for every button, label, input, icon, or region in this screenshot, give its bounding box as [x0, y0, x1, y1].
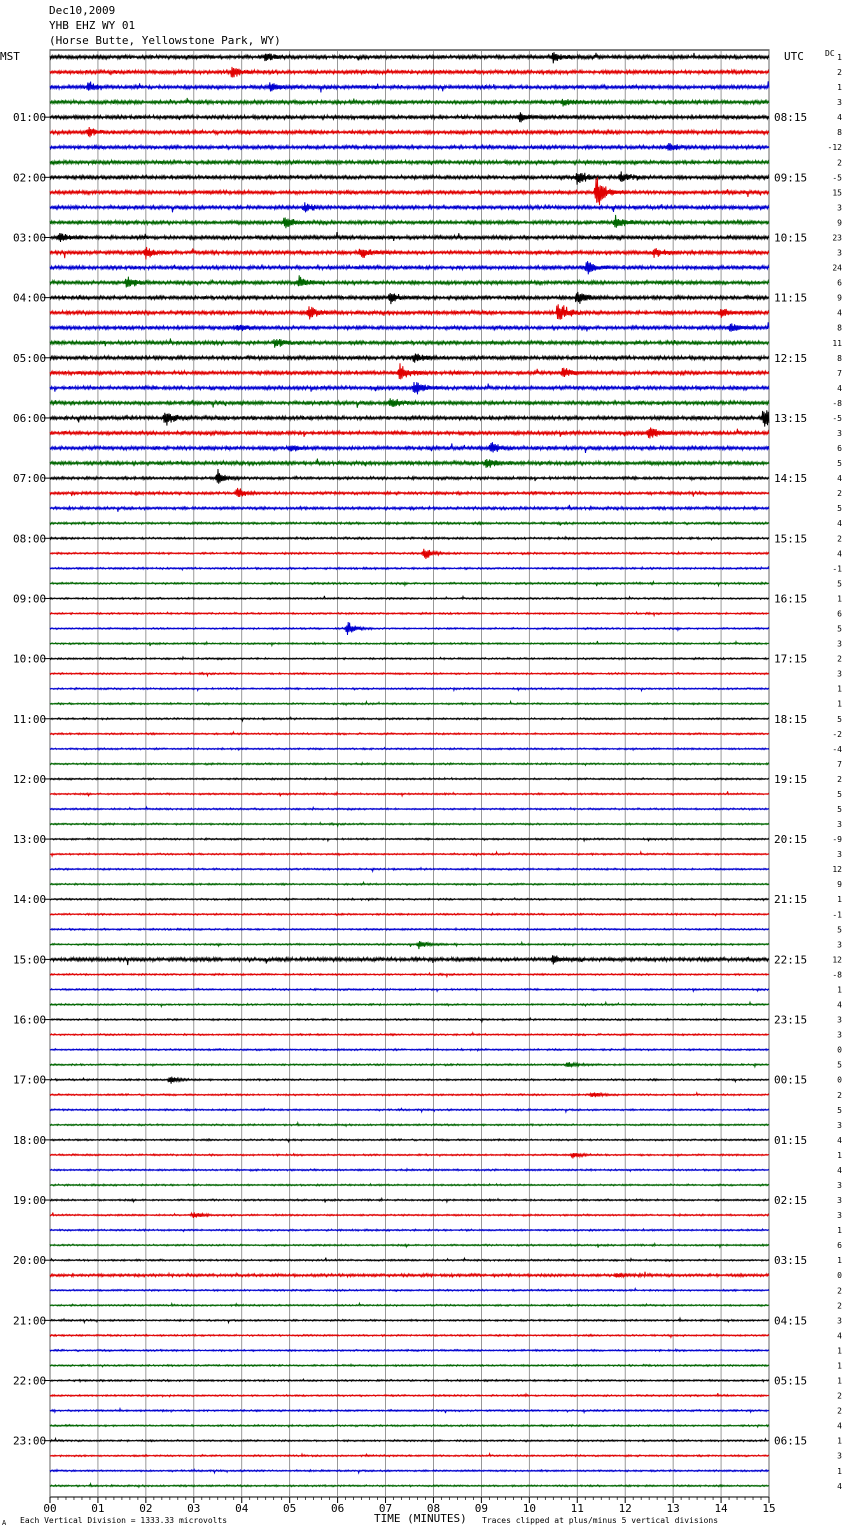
dc-offset-label: 2 — [837, 1301, 842, 1311]
trace-line — [50, 1393, 769, 1397]
dc-offset-label: 5 — [837, 459, 842, 469]
dc-offset-label: 1 — [837, 83, 842, 93]
dc-offset-label: 3 — [837, 940, 842, 950]
utc-hour-label: 13:15 — [774, 411, 808, 425]
x-tick-label: 11 — [570, 1502, 584, 1515]
trace-line — [50, 177, 769, 205]
dc-offset-label: -8 — [832, 970, 842, 980]
trace-line — [50, 1199, 769, 1203]
station-code: YHB EHZ WY 01 — [49, 19, 136, 32]
utc-hour-label: 06:15 — [774, 1434, 808, 1448]
trace-line — [50, 898, 769, 900]
trace-line — [50, 791, 769, 796]
dc-offset-label: 2 — [837, 68, 842, 78]
mst-hour-label: 02:00 — [13, 171, 47, 185]
x-tick-label: 03 — [187, 1502, 201, 1515]
dc-offset-label: 4 — [837, 1135, 842, 1145]
dc-offset-label: -8 — [832, 398, 842, 408]
utc-hour-label: 23:15 — [774, 1013, 808, 1027]
trace-line — [50, 913, 769, 915]
trace-line — [50, 1139, 769, 1142]
dc-offset-label: 12 — [832, 865, 842, 875]
mst-hour-label: 20:00 — [13, 1254, 47, 1268]
mst-hour-label: 11:00 — [13, 712, 47, 726]
utc-hour-label: 12:15 — [774, 351, 808, 365]
dc-offset-label: 3 — [837, 1316, 842, 1326]
mst-hour-label: 19:00 — [13, 1194, 47, 1208]
utc-hour-label: 05:15 — [774, 1374, 808, 1388]
utc-hour-label: 03:15 — [774, 1254, 808, 1268]
dc-offset-label: 3 — [837, 639, 842, 649]
trace-line — [50, 973, 769, 976]
dc-offset-label: 1 — [837, 53, 842, 62]
x-tick-label: 15 — [762, 1502, 776, 1515]
dc-offset-label: 1 — [837, 699, 842, 709]
clip-note: Traces clipped at plus/minus 5 vertical divisions — [482, 1516, 719, 1525]
utc-axis-title: UTC — [784, 50, 804, 63]
trace-line — [50, 410, 769, 426]
trace-line — [50, 763, 769, 765]
trace-line — [50, 1048, 769, 1050]
mst-hour-label: 22:00 — [13, 1374, 47, 1388]
mst-hour-label: 08:00 — [13, 532, 47, 546]
trace-line — [50, 1303, 769, 1306]
trace-line — [50, 567, 769, 570]
trace-line — [50, 1364, 769, 1366]
dc-offset-label: 4 — [837, 1481, 842, 1491]
seismic-traces — [50, 52, 769, 1487]
dc-offset-label: 8 — [837, 353, 842, 363]
trace-line — [50, 612, 769, 615]
trace-line — [50, 398, 769, 407]
trace-line — [50, 1484, 769, 1487]
dc-offset-label: 4 — [837, 383, 842, 393]
dc-offset-label: 11 — [832, 338, 842, 348]
x-tick-label: 06 — [330, 1502, 345, 1515]
trace-line — [50, 160, 769, 166]
trace-line — [50, 989, 769, 992]
dc-offset-label: 2 — [837, 774, 842, 784]
trace-line — [50, 202, 769, 212]
dc-offset-label: 5 — [837, 579, 842, 589]
mst-hour-label: 03:00 — [13, 231, 47, 245]
trace-line — [50, 322, 769, 331]
dc-offset-label: 6 — [837, 1241, 842, 1251]
mst-hour-label: 09:00 — [13, 592, 47, 606]
dc-offset-label: 6 — [837, 278, 842, 288]
dc-offset-label: 3 — [837, 429, 842, 438]
trace-line — [50, 868, 769, 871]
trace-line — [50, 702, 769, 706]
x-tick-label: 01 — [91, 1502, 105, 1515]
trace-line — [50, 1062, 769, 1067]
mst-hour-label: 16:00 — [13, 1013, 47, 1027]
trace-line — [50, 549, 769, 559]
dc-offset-label: -5 — [832, 413, 842, 423]
utc-hour-label: 15:15 — [774, 532, 808, 546]
dc-offset-label: 2 — [837, 534, 842, 544]
dc-offset-label: 5 — [837, 1060, 842, 1070]
dc-offset-label: 0 — [837, 1045, 842, 1055]
x-tick-label: 07 — [378, 1502, 393, 1515]
mst-hour-label: 17:00 — [13, 1073, 47, 1087]
x-tick-label: 13 — [666, 1502, 680, 1515]
trace-line — [50, 1229, 769, 1231]
trace-line — [50, 807, 769, 810]
trace-line — [50, 1184, 769, 1186]
trace-line — [50, 1409, 769, 1414]
dc-offset-label: 3 — [837, 850, 842, 860]
trace-line — [50, 955, 769, 965]
record-date: Dec10,2009 — [49, 4, 116, 17]
dc-offset-label: 5 — [837, 789, 842, 799]
dc-offset-label: -2 — [832, 729, 842, 739]
trace-line — [50, 1335, 769, 1338]
trace-line — [50, 537, 769, 540]
trace-line — [50, 459, 769, 468]
dc-offset-label: 4 — [837, 1331, 842, 1341]
dc-offset-label: 5 — [837, 714, 842, 724]
dc-offset-label: 5 — [837, 925, 842, 935]
dc-offset-label: 8 — [837, 128, 842, 138]
trace-line — [50, 1108, 769, 1112]
trace-line — [50, 304, 769, 319]
trace-line — [50, 292, 769, 304]
dc-offset-label: 1 — [837, 1226, 842, 1236]
dc-offset-label: 2 — [837, 1406, 842, 1416]
trace-line — [50, 717, 769, 720]
x-axis-title: TIME (MINUTES) — [374, 1512, 467, 1525]
trace-line — [50, 1212, 769, 1218]
trace-line — [50, 1349, 769, 1351]
dc-offset-label: -12 — [827, 143, 842, 153]
dc-offset-label: 4 — [837, 519, 842, 529]
dc-offset-label: 1 — [837, 1436, 842, 1446]
dc-offset-label: 3 — [837, 203, 842, 213]
trace-line — [50, 622, 769, 635]
trace-line — [50, 1153, 769, 1158]
trace-line — [50, 732, 769, 735]
trace-line — [50, 1425, 769, 1427]
trace-line — [50, 941, 769, 949]
mst-hour-label: 13:00 — [13, 833, 47, 847]
dc-offset-label: 3 — [837, 1120, 842, 1130]
dc-offset-label: 3 — [837, 1451, 842, 1461]
dc-offset-label: -9 — [832, 835, 842, 845]
x-tick-label: 10 — [522, 1502, 536, 1515]
dc-offset-label: 4 — [837, 113, 842, 123]
utc-hour-label: 02:15 — [774, 1194, 808, 1208]
trace-line — [50, 1002, 769, 1006]
dc-offset-label: -5 — [832, 173, 842, 183]
trace-line — [50, 488, 769, 497]
dc-offset-label: 3 — [837, 248, 842, 258]
axis-labels — [13, 53, 842, 1515]
dc-offset-label: 3 — [837, 1030, 842, 1040]
utc-hour-label: 18:15 — [774, 712, 808, 726]
trace-line — [50, 882, 769, 885]
trace-line — [50, 838, 769, 841]
utc-hour-label: 01:15 — [774, 1133, 808, 1147]
trace-line — [50, 127, 769, 137]
dc-offset-label: 3 — [837, 1181, 842, 1190]
dc-offset-label: 23 — [832, 233, 842, 243]
dc-offset-label: -1 — [832, 910, 842, 920]
dc-offset-label: 4 — [837, 308, 842, 318]
dc-offset-label: 0 — [837, 1075, 842, 1085]
dc-offset-label: 3 — [837, 98, 842, 108]
trace-line — [50, 688, 769, 691]
trace-line — [50, 232, 769, 242]
utc-hour-label: 22:15 — [774, 953, 808, 967]
mst-axis-title: MST — [0, 50, 20, 63]
dc-offset-label: 6 — [837, 444, 842, 454]
trace-line — [50, 852, 769, 856]
dc-offset-label: 9 — [837, 218, 842, 228]
mst-hour-label: 15:00 — [13, 953, 47, 967]
utc-hour-label: 08:15 — [774, 111, 808, 125]
utc-hour-label: 10:15 — [774, 231, 808, 245]
mst-hour-label: 01:00 — [13, 111, 47, 125]
trace-line — [50, 1169, 769, 1171]
utc-hour-label: 14:15 — [774, 472, 808, 486]
trace-line — [50, 52, 769, 63]
trace-line — [50, 98, 769, 106]
trace-line — [50, 928, 769, 930]
utc-hour-label: 00:15 — [774, 1073, 808, 1087]
station-location: (Horse Butte, Yellowstone Park, WY) — [49, 34, 281, 47]
utc-hour-label: 20:15 — [774, 833, 808, 847]
dc-offset-label: 2 — [837, 1090, 842, 1100]
trace-line — [50, 1318, 769, 1322]
utc-hour-label: 19:15 — [774, 772, 808, 786]
trace-line — [50, 522, 769, 526]
trace-line — [50, 338, 769, 347]
trace-line — [50, 1033, 769, 1036]
corner-mark: A — [2, 1519, 7, 1527]
dc-offset-label: 1 — [837, 1361, 842, 1371]
trace-line — [50, 748, 769, 750]
trace-line — [50, 382, 769, 394]
dc-offset-label: 1 — [837, 594, 842, 604]
trace-line — [50, 67, 769, 77]
dc-offset-label: 3 — [837, 1211, 842, 1221]
mst-hour-label: 12:00 — [13, 772, 47, 786]
trace-line — [50, 1244, 769, 1248]
dc-offset-label: 5 — [837, 624, 842, 634]
dc-offset-label: 9 — [837, 293, 842, 303]
trace-line — [50, 1439, 769, 1442]
dc-offset-label: 7 — [837, 368, 842, 378]
mst-hour-label: 23:00 — [13, 1434, 47, 1448]
dc-offset-label: 2 — [837, 1391, 842, 1401]
trace-line — [50, 1018, 769, 1021]
trace-line — [50, 247, 769, 260]
mst-hour-label: 10:00 — [13, 652, 47, 666]
dc-offset-label: 3 — [837, 820, 842, 830]
dc-offset-label: 24 — [832, 263, 842, 273]
dc-offset-label: 4 — [837, 474, 842, 484]
dc-offset-label: 3 — [837, 1015, 842, 1025]
dc-offset-label: 7 — [837, 759, 842, 769]
mst-hour-label: 04:00 — [13, 291, 47, 305]
x-tick-label: 14 — [714, 1502, 728, 1515]
trace-line — [50, 1289, 769, 1292]
dc-offset-label: 9 — [837, 880, 842, 890]
trace-line — [50, 1258, 769, 1262]
trace-line — [50, 1469, 769, 1473]
x-tick-label: 00 — [43, 1502, 57, 1515]
dc-offset-label: 3 — [837, 1196, 842, 1206]
trace-line — [50, 1454, 769, 1457]
dc-offset-label: 3 — [837, 669, 842, 679]
dc-offset-label: 0 — [837, 1271, 842, 1281]
x-tick-label: 02 — [139, 1502, 153, 1515]
dc-offset-label: 4 — [837, 1000, 842, 1010]
trace-line — [50, 143, 769, 151]
dc-offset-label: 2 — [837, 1286, 842, 1296]
dc-offset-label: 5 — [837, 805, 842, 814]
utc-hour-label: 17:15 — [774, 652, 808, 666]
x-tick-label: 09 — [474, 1502, 489, 1515]
x-tick-label: 04 — [235, 1502, 249, 1515]
x-tick-label: 12 — [618, 1502, 632, 1515]
dc-offset-label: 1 — [837, 1466, 842, 1476]
dc-offset-label: 1 — [837, 1150, 842, 1160]
trace-line — [50, 81, 769, 92]
dc-offset-label: 1 — [837, 895, 842, 905]
dc-offset-label: 8 — [837, 323, 842, 333]
dc-offset-label: 1 — [837, 1346, 842, 1356]
trace-line — [50, 505, 769, 512]
trace-line — [50, 363, 769, 379]
mst-hour-label: 07:00 — [13, 472, 47, 486]
mst-hour-label: 05:00 — [13, 351, 47, 365]
utc-hour-label: 21:15 — [774, 893, 808, 907]
scale-note: Each Vertical Division = 1333.33 microvolts — [20, 1516, 228, 1525]
trace-line — [50, 1093, 769, 1098]
utc-hour-label: 16:15 — [774, 592, 808, 606]
dc-offset-label: 12 — [832, 955, 842, 965]
trace-line — [50, 469, 769, 484]
mst-hour-label: 14:00 — [13, 893, 47, 907]
trace-line — [50, 215, 769, 228]
dc-offset-label: 6 — [837, 609, 842, 619]
trace-line — [50, 1272, 769, 1278]
dc-axis-title: DC — [825, 49, 835, 58]
trace-line — [50, 261, 769, 274]
utc-hour-label: 09:15 — [774, 171, 808, 185]
dc-offset-label: 2 — [837, 158, 842, 168]
trace-line — [50, 427, 769, 438]
trace-line — [50, 112, 769, 122]
trace-line — [50, 1123, 769, 1126]
dc-offset-label: 4 — [837, 549, 842, 559]
dc-offset-label: 1 — [837, 684, 842, 694]
mst-hour-label: 06:00 — [13, 411, 47, 425]
trace-line — [50, 1077, 769, 1084]
trace-line — [50, 582, 769, 586]
dc-offset-label: 1 — [837, 1376, 842, 1386]
trace-line — [50, 354, 769, 363]
dc-offset-label: 2 — [837, 654, 842, 664]
trace-line — [50, 171, 769, 184]
trace-line — [50, 778, 769, 780]
mst-hour-label: 21:00 — [13, 1314, 47, 1328]
utc-hour-label: 11:15 — [774, 291, 808, 305]
dc-offset-label: 1 — [837, 985, 842, 995]
dc-offset-label: -4 — [832, 744, 842, 754]
trace-line — [50, 672, 769, 675]
x-tick-label: 05 — [283, 1502, 297, 1515]
mst-hour-label: 18:00 — [13, 1133, 47, 1147]
trace-line — [50, 275, 769, 287]
dc-offset-label: 15 — [832, 188, 842, 198]
dc-offset-label: -1 — [832, 564, 842, 574]
trace-line — [50, 1379, 769, 1381]
trace-line — [50, 657, 769, 660]
trace-line — [50, 641, 769, 646]
dc-offset-label: 5 — [837, 1105, 842, 1115]
x-tick-label: 08 — [426, 1502, 441, 1515]
dc-offset-label: 4 — [837, 1421, 842, 1431]
dc-offset-label: 4 — [837, 1165, 842, 1175]
trace-line — [50, 823, 769, 826]
trace-line — [50, 596, 769, 600]
dc-offset-label: 2 — [837, 489, 842, 499]
trace-line — [50, 442, 769, 453]
dc-offset-label: 5 — [837, 504, 842, 514]
dc-offset-label: 1 — [837, 1256, 842, 1266]
utc-hour-label: 04:15 — [774, 1314, 808, 1328]
